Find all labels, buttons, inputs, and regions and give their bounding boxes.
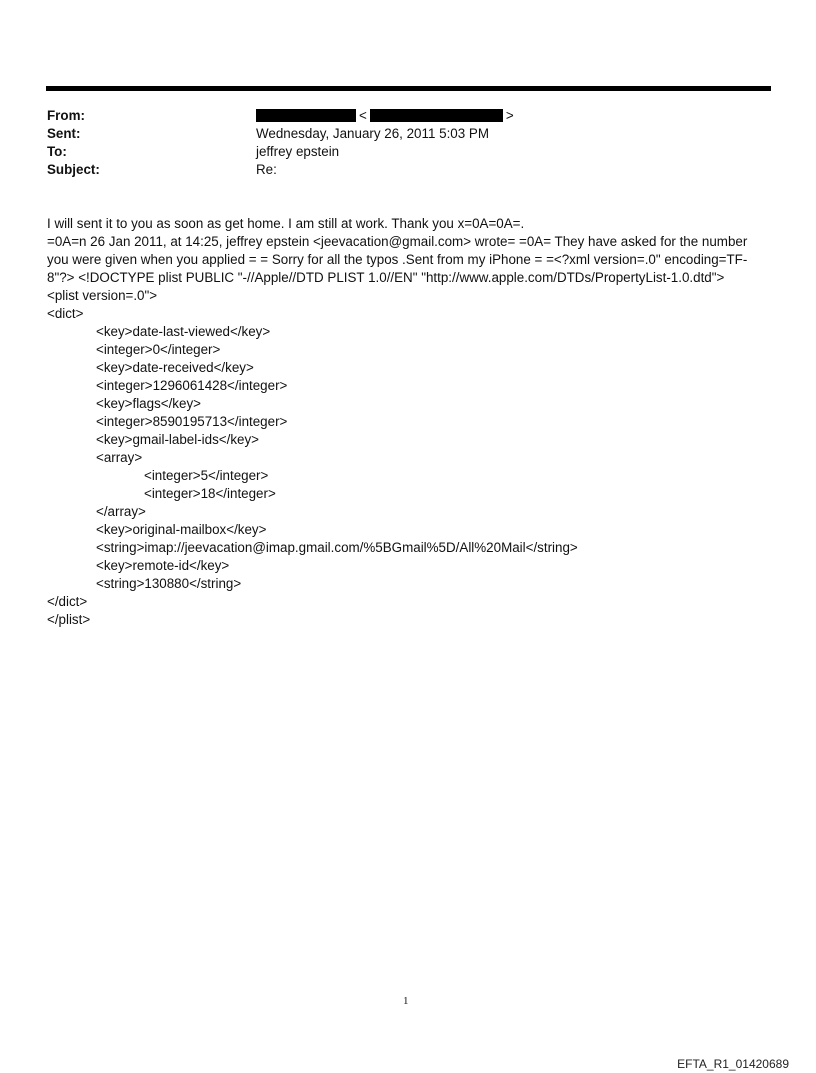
plist-line: <key>date-last-viewed</key> [96,324,271,339]
redacted-sender-email [370,109,503,122]
plist-line: <string>130880</string> [96,576,242,591]
to-value: jeffrey epstein [256,144,340,159]
plist-line: <integer>8590195713</integer> [96,414,288,429]
plist-line: </array> [96,504,146,519]
plist-line: <dict> [47,306,84,321]
plist-line: <key>date-received</key> [96,360,254,375]
plist-line: <key>flags</key> [96,396,201,411]
subject-label: Subject: [47,162,100,177]
plist-line: <array> [96,450,143,465]
plist-line: <integer>18</integer> [144,486,276,501]
plist-line: <integer>5</integer> [144,468,269,483]
from-label: From: [47,108,85,123]
plist-line: <key>gmail-label-ids</key> [96,432,260,447]
sent-label: Sent: [47,126,81,141]
sent-value: Wednesday, January 26, 2011 5:03 PM [256,126,489,141]
document-id: EFTA_R1_01420689 [677,1057,789,1071]
subject-value: Re: [256,162,277,177]
plist-line: </dict> [47,594,88,609]
body-line: you were given when you applied = = Sorry for all the typos .Sent from my iPhone = =<?xml version=.0" encoding=TF- [47,252,748,267]
plist-line: <string>imap://jeevacation@imap.gmail.com/%5BGmail%5D/All%20Mail</string> [96,540,578,555]
from-open-bracket: < [359,108,367,123]
plist-line: <integer>0</integer> [96,342,221,357]
plist-line: <key>original-mailbox</key> [96,522,267,537]
from-value [256,107,517,125]
plist-line: <integer>1296061428</integer> [96,378,288,393]
plist-line: <plist version=.0"> [47,288,158,303]
plist-line: <key>remote-id</key> [96,558,230,573]
from-close-bracket: > [505,108,514,123]
redacted-sender-name [256,109,356,122]
to-label: To: [47,144,67,159]
plist-line: </plist> [47,612,91,627]
body-line: =0A=n 26 Jan 2011, at 14:25, jeffrey epstein <jeevacation@gmail.com> wrote= =0A= They have asked for the number [47,234,748,249]
page-number: 1 [403,995,409,1007]
header-divider [46,86,771,91]
email-body [47,215,777,629]
body-line: 8"?> <!DOCTYPE plist PUBLIC "-//Apple//DTD PLIST 1.0//EN" "http://www.apple.com/DTDs/PropertyList-1.0.dtd"> [47,270,725,285]
body-line: I will sent it to you as soon as get home. I am still at work. Thank you x=0A=0A=. [47,216,525,231]
